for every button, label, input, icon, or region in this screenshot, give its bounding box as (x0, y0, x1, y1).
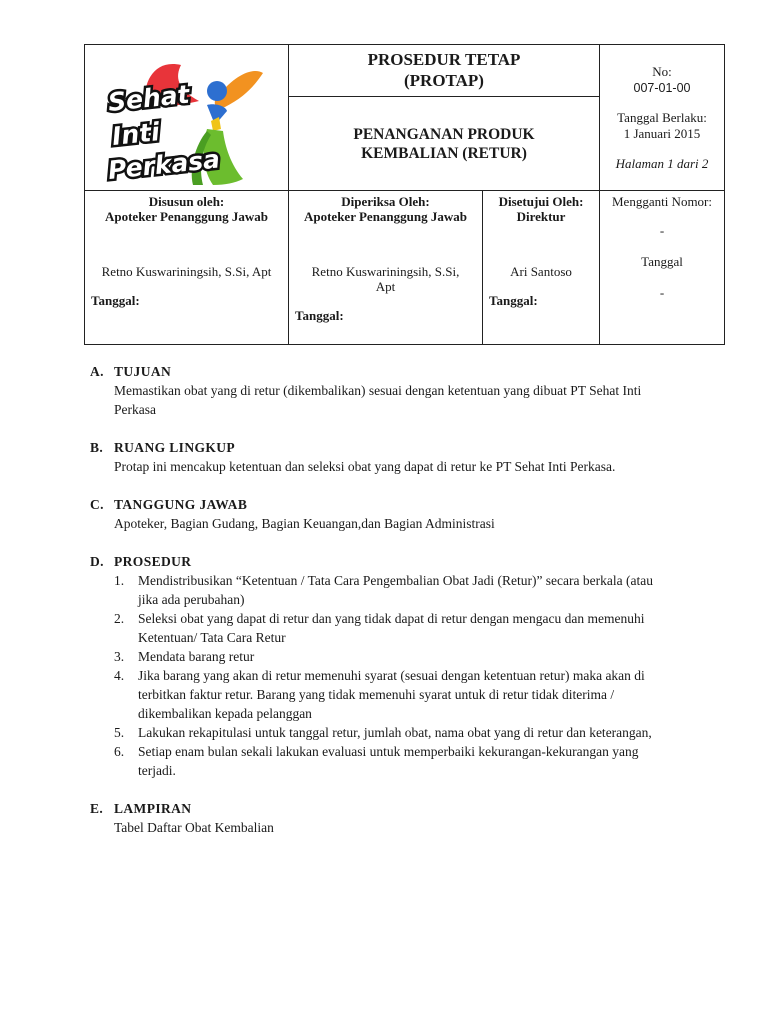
title-line2: (PROTAP) (404, 71, 484, 90)
logo-text-line1: Sehat (106, 79, 191, 117)
document-subject (289, 97, 600, 191)
checked-role: Apoteker Penanggung Jawab (303, 209, 467, 224)
section-heading: A. TUJUAN (90, 364, 172, 379)
effective-date-value: 1 Januari 2015 (623, 125, 701, 141)
section-heading: D. PROSEDUR (90, 554, 192, 569)
approved-by-cell (483, 191, 600, 345)
section-text: Tabel Daftar Obat Kembalian (114, 820, 274, 835)
section-ruang-lingkup (90, 438, 740, 476)
section-heading: E. LAMPIRAN (90, 801, 192, 816)
protap-body (90, 362, 740, 856)
doc-number-label: No: (652, 63, 672, 79)
effective-date-label: Tanggal Berlaku: (617, 109, 707, 125)
section-tanggung-jawab (90, 495, 740, 533)
doc-number-value: 007-01-00 (633, 80, 691, 95)
section-text: Protap ini mencakup ketentuan dan seleksi obat yang dapat di retur ke PT Sehat Inti Perkasa. (114, 459, 616, 474)
section-text: Apoteker, Bagian Gudang, Bagian Keuangan,dan Bagian Administrasi (114, 516, 495, 531)
subject-line1: PENANGANAN PRODUK (353, 125, 535, 143)
checked-date-label: Tanggal: (295, 308, 344, 323)
logo-text-line3: Perkasa (106, 144, 222, 185)
approved-name: Ari Santoso (510, 264, 572, 279)
list-item: 3. Mendata barang retur (114, 649, 255, 664)
protap-header-table (84, 44, 725, 345)
section-tujuan (90, 362, 740, 419)
prepared-by-cell (85, 191, 289, 345)
checked-by-cell (289, 191, 483, 345)
prepared-label: Disusun oleh: (148, 194, 225, 209)
list-item: 2. Seleksi obat yang dapat di retur dan yang tidak dapat di retur dengan mengacu dan memenuhi Ketentuan/ Tata Cara Retur (114, 611, 645, 645)
checked-label: Diperiksa Oleh: (341, 194, 430, 209)
subject-line2: KEMBALIAN (RETUR) (361, 144, 527, 162)
logo-text-line2: Inti (110, 117, 161, 151)
approved-role: Direktur (516, 209, 566, 224)
replaces-date-value: - (659, 285, 665, 300)
approved-label: Disetujui Oleh: (498, 194, 584, 209)
replaces-cell (600, 191, 725, 345)
company-logo-cell (85, 45, 289, 191)
list-item: 1. Mendistribusikan “Ketentuan / Tata Cara Pengembalian Obat Jadi (Retur)” secara berkala (atau jika ada perubahan) (114, 573, 653, 607)
approved-date-label: Tanggal: (489, 293, 538, 308)
replaces-date-label: Tanggal (641, 254, 683, 269)
document-meta-cell (600, 45, 725, 191)
section-text: Memastikan obat yang di retur (dikembalikan) sesuai dengan ketentuan yang dibuat PT Sehat Inti Perkasa (114, 383, 642, 417)
procedure-list (90, 571, 740, 780)
prepared-name: Retno Kuswariningsih, S.Si, Apt (101, 264, 272, 279)
section-heading: B. RUANG LINGKUP (90, 440, 236, 455)
list-item: 5. Lakukan rekapitulasi untuk tanggal retur, jumlah obat, nama obat yang di retur dan keterangan, (114, 725, 652, 740)
prepared-role: Apoteker Penanggung Jawab (104, 209, 268, 224)
replaces-label: Mengganti Nomor: (611, 194, 712, 209)
prepared-date-label: Tanggal: (91, 293, 140, 308)
section-prosedur (90, 552, 740, 780)
list-item: 4. Jika barang yang akan di retur memenuhi syarat (sesuai dengan ketentuan retur) maka akan di terbitkan faktur retur. Barang yang tidak memenuhi syarat untuk di retur tidak diterima / dikembalikan kepada pelanggan (114, 668, 645, 721)
document-type-title (289, 45, 600, 97)
section-heading: C. TANGGUNG JAWAB (90, 497, 248, 512)
replaces-value: - (659, 223, 665, 238)
company-logo (85, 45, 289, 190)
checked-name-line2: Apt (375, 279, 396, 294)
section-lampiran (90, 799, 740, 837)
list-item: 6. Setiap enam bulan sekali lakukan evaluasi untuk memperbaiki kekurangan-kekurangan yang terjadi. (114, 744, 639, 778)
checked-name-line1: Retno Kuswariningsih, S.Si, (311, 264, 460, 279)
page-info: Halaman 1 dari 2 (615, 155, 709, 171)
title-line1: PROSEDUR TETAP (367, 50, 521, 69)
logo-head (207, 81, 227, 101)
